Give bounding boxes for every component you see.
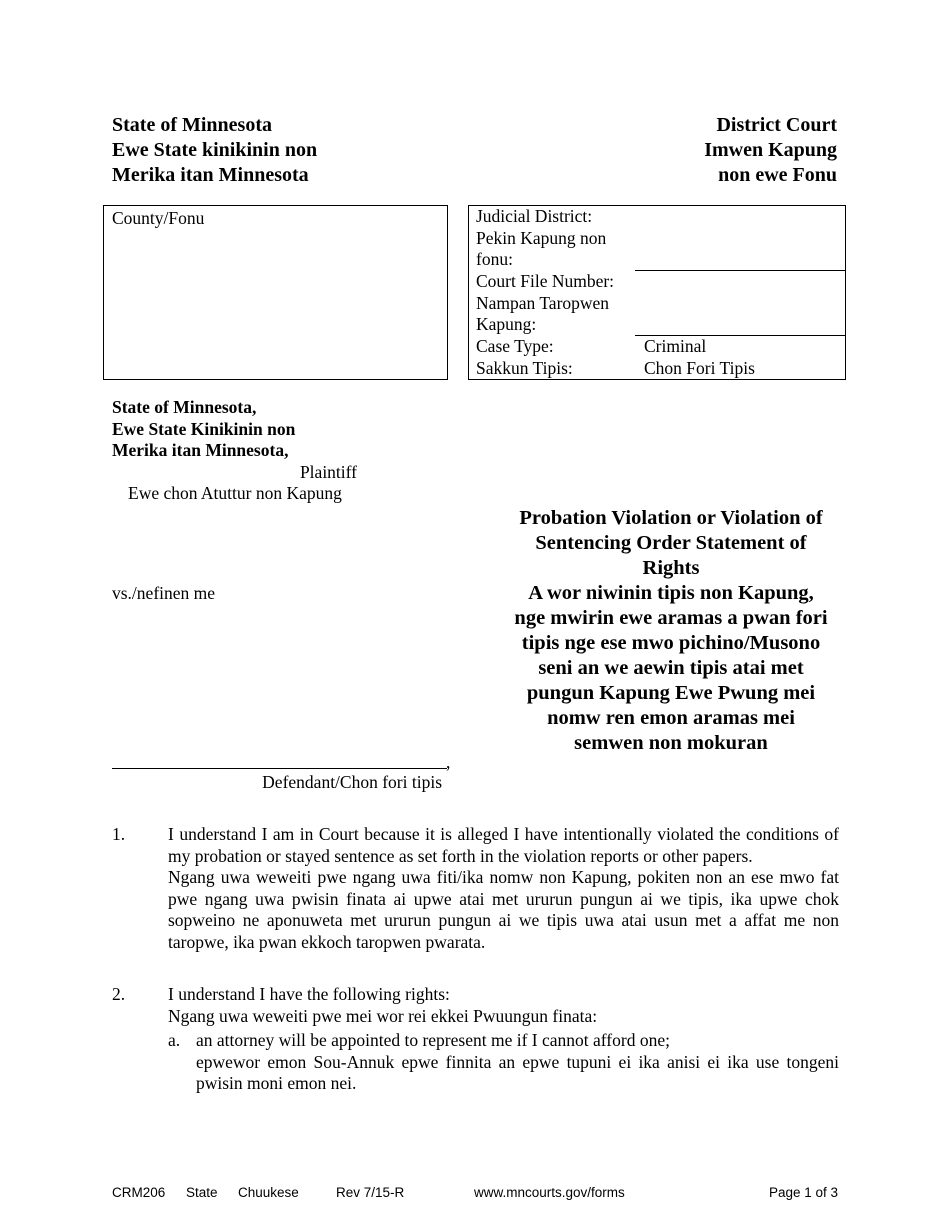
footer-page-number: Page 1 of 3 [768, 1185, 838, 1200]
label-line: Judicial District: [476, 206, 593, 226]
header-left-line: State of Minnesota [112, 114, 272, 136]
item-body [168, 824, 839, 953]
header-left-line: Merika itan Minnesota [112, 164, 309, 186]
header-right-line: Imwen Kapung [704, 139, 837, 161]
plaintiff-name-line: Ewe State Kinikinin non [112, 418, 296, 439]
label-line: fonu: [476, 249, 513, 269]
footer-url[interactable]: www.mncourts.gov/forms [474, 1185, 625, 1200]
plaintiff-role: Plaintiff [299, 461, 357, 482]
item-body [168, 984, 839, 1027]
value-line: Criminal [644, 336, 707, 356]
county-box[interactable] [103, 205, 448, 380]
subitem-letter: a. [168, 1030, 181, 1050]
defendant-comma: , [446, 752, 451, 772]
header-right [704, 113, 837, 188]
value-line: Chon Fori Tipis [644, 357, 755, 378]
footer-revision: Rev 7/15-R [336, 1185, 405, 1200]
item-number: 2. [112, 984, 126, 1004]
case-type-value [644, 336, 755, 379]
title-line: seni an we aewin tipis atai met [538, 657, 804, 679]
title-line: Sentencing Order Statement of [535, 532, 807, 554]
subitem-english: an attorney will be appointed to represent me if I cannot afford one; [196, 1030, 670, 1050]
plaintiff-block [112, 397, 357, 505]
title-line: nge mwirin ewe aramas a pwan fori [514, 607, 828, 629]
title-line: nomw ren emon aramas mei [547, 707, 795, 729]
subitem-translation: epwewor emon Sou-Annuk epwe finnita an epwe tupuni ei ika anisi ei ika use tongeni pwisin moni emon nei. [196, 1051, 839, 1093]
item-translation: Ngang uwa weweiti pwe ngang uwa fiti/ika nomw non Kapung, pokiten non an ese mwo fat pwe ngang uwa pwisin finata ai upwe atai met ururun pungun ai we tipis, ika upwe chok sopweino ne aponuweta met ururun pungun ai we tipis uwa atai usun met a affat me non taropwe, ika pwan ekkoch taropwen pwarata. [168, 867, 839, 952]
case-info-box [468, 205, 846, 380]
footer-state: State [186, 1185, 218, 1200]
item-english: I understand I have the following rights: [168, 984, 450, 1004]
judicial-district-field-line[interactable] [635, 270, 845, 271]
header-right-line: District Court [716, 114, 837, 136]
item-number: 1. [112, 824, 126, 844]
label-line: Case Type: [476, 336, 554, 356]
label-line: Kapung: [476, 314, 537, 334]
plaintiff-name-line: Merika itan Minnesota, [112, 440, 289, 460]
label-line: Pekin Kapung non [476, 227, 607, 248]
title-line: A wor niwinin tipis non Kapung, [528, 582, 814, 604]
label-line: Court File Number: [476, 271, 615, 291]
plaintiff-name-line: State of Minnesota, [112, 397, 257, 417]
title-line: semwen non mokuran [574, 732, 768, 754]
county-label: County/Fonu [112, 208, 205, 228]
label-line: Sakkun Tipis: [476, 357, 573, 378]
label-line: Nampan Taropwen [476, 292, 610, 313]
title-line: pungun Kapung Ewe Pwung mei [526, 682, 816, 704]
footer-language: Chuukese [238, 1185, 299, 1200]
court-file-number-label [476, 271, 614, 336]
plaintiff-role-translation: Ewe chon Atuttur non Kapung [128, 483, 342, 503]
judicial-district-label [476, 206, 606, 271]
header-right-line: non ewe Fonu [718, 164, 837, 186]
case-type-label [476, 336, 573, 379]
header-left [112, 113, 317, 188]
document-title [496, 506, 846, 756]
title-line: Probation Violation or Violation of [519, 507, 823, 529]
header-left-line: Ewe State kinikinin non [112, 139, 318, 161]
footer-form-code: CRM206 [112, 1185, 166, 1200]
defendant-label: Defendant/Chon fori tipis [262, 772, 442, 792]
defendant-name-line[interactable] [112, 768, 447, 769]
title-line: tipis nge ese mwo pichino/Musono [521, 632, 821, 654]
title-line: Rights [642, 557, 700, 579]
item-english: I understand I am in Court because it is alleged I have intentionally violated the conditions of my probation or stayed sentence as set forth in the violation reports or other papers. [168, 824, 839, 866]
subitem-body [196, 1030, 839, 1095]
versus-label: vs./nefinen me [112, 583, 216, 603]
item-translation: Ngang uwa weweiti pwe mei wor rei ekkei Pwuungun finata: [168, 1005, 598, 1026]
